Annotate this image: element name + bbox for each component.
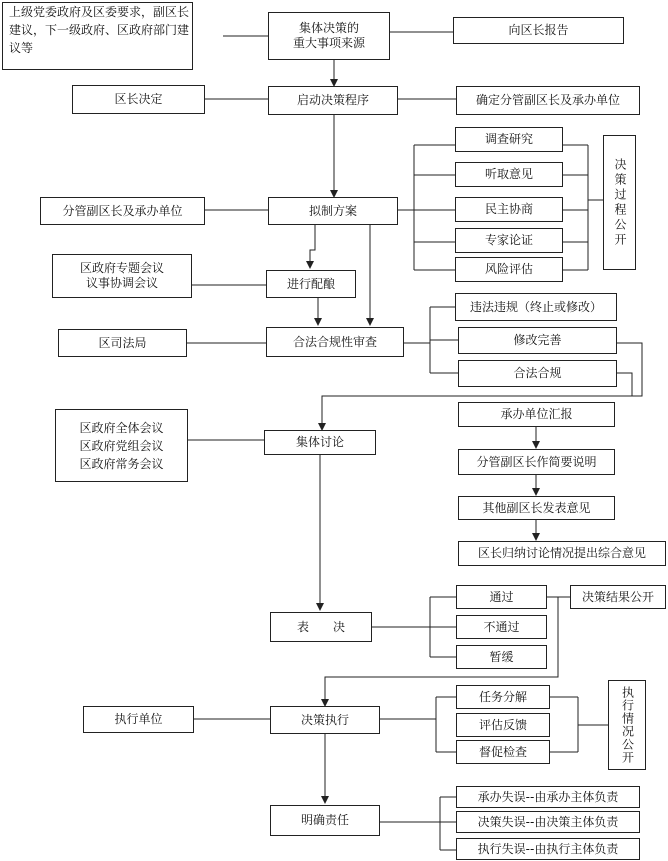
resp-exec-label: 执行失误--由执行主体负责 xyxy=(477,841,619,856)
deputy-units-box xyxy=(40,197,205,225)
others-opinion-box xyxy=(458,496,615,520)
pass-label: 通过 xyxy=(489,589,514,604)
exec-public-label: 执行情况公开 xyxy=(620,686,635,764)
task-split-box xyxy=(456,685,550,709)
collective-discussion-box xyxy=(264,430,376,455)
resp-exec-box xyxy=(456,838,640,860)
clarify-resp-label: 明确责任 xyxy=(300,813,349,827)
process-public-label: 决策过程公开 xyxy=(613,157,627,248)
deputy-explain-label: 分管副区长作简要说明 xyxy=(476,454,597,469)
fail-box xyxy=(456,615,547,639)
postpone-label: 暂缓 xyxy=(489,649,514,664)
risk-label: 风险评估 xyxy=(484,262,533,276)
risk-box xyxy=(455,257,563,282)
unit-report-box xyxy=(458,402,615,427)
resp-decision-box xyxy=(456,811,640,833)
report-box xyxy=(453,17,624,44)
vote-label: 表 决 xyxy=(296,619,345,634)
modify-label: 修改完善 xyxy=(513,333,562,347)
source-top-left-box xyxy=(2,2,193,70)
decision-exec-label: 决策执行 xyxy=(300,712,349,727)
exec-unit-label: 执行单位 xyxy=(114,712,163,726)
legal-label: 合法合规 xyxy=(513,366,562,380)
democratic-label: 民主协商 xyxy=(484,202,533,216)
eval-feedback-label: 评估反馈 xyxy=(478,717,527,732)
supervise-box xyxy=(456,740,550,764)
meetings-box xyxy=(55,409,188,482)
illegal-label: 违法违规（终止或修改） xyxy=(469,299,602,314)
special-meeting-line-2: 议事协调会议 xyxy=(85,276,158,290)
exec-unit-box xyxy=(83,706,194,733)
decision-source-box xyxy=(268,12,390,60)
special-meeting-box xyxy=(52,254,192,298)
head-summary-box xyxy=(458,541,666,566)
result-public-label: 决策结果公开 xyxy=(581,589,654,604)
legal-box xyxy=(458,360,617,387)
head-summary-label: 区长归纳讨论情况提出综合意见 xyxy=(477,546,646,560)
eval-feedback-box xyxy=(456,713,550,737)
others-opinion-label: 其他副区长发表意见 xyxy=(482,500,591,515)
exec-public-box xyxy=(608,680,646,770)
democratic-box xyxy=(455,197,563,222)
deputy-units-label: 分管副区长及承办单位 xyxy=(62,203,183,218)
start-program-box xyxy=(268,86,398,115)
confirm-units-box xyxy=(456,86,640,115)
decision-exec-box xyxy=(270,706,380,734)
supervise-label: 督促检查 xyxy=(478,744,527,759)
pass-box xyxy=(456,585,547,609)
meetings-line-1: 区政府全体会议 xyxy=(79,420,164,435)
justice-bureau-label: 区司法局 xyxy=(98,335,147,350)
meetings-line-3: 区政府常务会议 xyxy=(79,456,164,471)
decision-source-line-1: 集体决策的 xyxy=(298,21,359,35)
coordinate-label: 进行配酿 xyxy=(286,276,335,291)
result-public-box xyxy=(570,585,666,609)
resp-undertake-box xyxy=(456,786,640,808)
meetings-line-2: 区政府党组会议 xyxy=(79,438,164,453)
process-public-box xyxy=(603,135,636,270)
modify-box xyxy=(458,327,617,354)
justice-bureau-box xyxy=(58,329,187,357)
research-label: 调查研究 xyxy=(484,132,533,146)
postpone-box xyxy=(456,645,547,669)
research-box xyxy=(455,127,563,152)
listen-box xyxy=(455,162,563,187)
resp-undertake-label: 承办失误--由承办主体负责 xyxy=(477,789,619,804)
draft-plan-label: 拟制方案 xyxy=(308,203,357,218)
deputy-explain-box xyxy=(458,449,615,475)
confirm-units-label: 确定分管副区长及承办单位 xyxy=(475,93,620,107)
draft-plan-box xyxy=(268,197,398,225)
task-split-label: 任务分解 xyxy=(478,689,527,704)
special-meeting-line-1: 区政府专题会议 xyxy=(79,261,164,275)
coordinate-box xyxy=(266,270,356,298)
collective-discussion-label: 集体讨论 xyxy=(295,435,344,449)
expert-label: 专家论证 xyxy=(484,233,533,247)
vote-box xyxy=(270,612,372,642)
district-head-decides-box xyxy=(72,85,205,114)
resp-decision-label: 决策失误--由决策主体负责 xyxy=(477,814,619,829)
fail-label: 不通过 xyxy=(483,619,520,634)
start-program-label: 启动决策程序 xyxy=(296,93,369,107)
decision-source-line-2: 重大事项来源 xyxy=(292,36,365,50)
source-top-left-label: 上级党委政府及区委要求，副区长建议，下一级政府、区政府部门建议等 xyxy=(9,5,190,55)
report-label: 向区长报告 xyxy=(508,23,569,37)
district-head-decides-label: 区长决定 xyxy=(114,92,163,106)
unit-report-label: 承办单位汇报 xyxy=(500,407,573,421)
illegal-box xyxy=(455,293,617,321)
legality-review-label: 合法合规性审查 xyxy=(292,334,377,349)
clarify-resp-box xyxy=(270,805,380,836)
listen-label: 听取意见 xyxy=(484,167,533,181)
expert-box xyxy=(455,228,563,253)
legality-review-box xyxy=(266,327,404,357)
